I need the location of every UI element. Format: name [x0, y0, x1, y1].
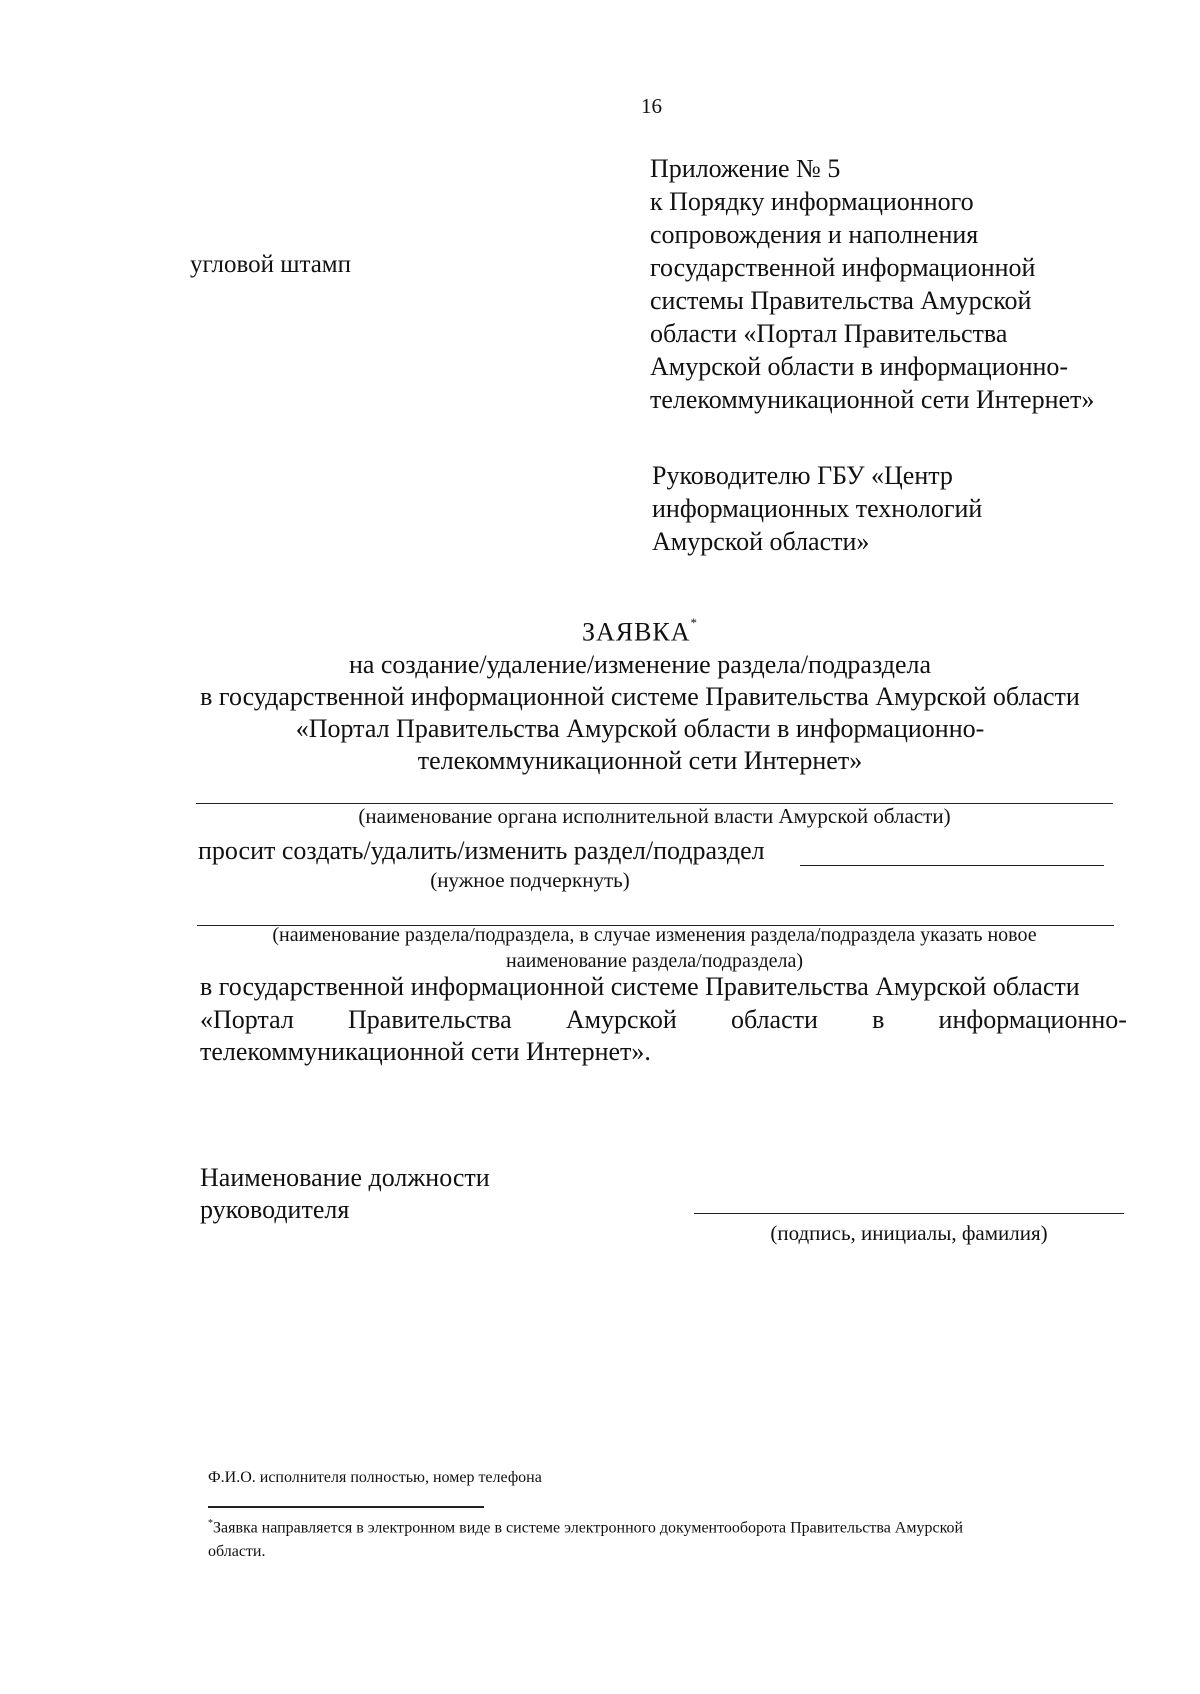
subtitle-line: в государственной информационной системе Правительства Амурской области	[200, 681, 1080, 711]
closing-word: области	[731, 1005, 818, 1034]
closing-line-3: телекоммуникационной сети Интернет».	[200, 1037, 651, 1066]
footnote-text: Заявка направляется в электронном виде в системе электронного документооборота Правительства Амурской	[213, 1519, 964, 1537]
underline-hint: (нужное подчеркнуть)	[430, 868, 630, 892]
closing-word: информационно-	[938, 1005, 1127, 1034]
document-title-text: ЗАЯВКА	[581, 617, 691, 647]
footnote-mark: *	[208, 1518, 213, 1529]
footnote-separator	[208, 1506, 484, 1508]
section-name-field[interactable]	[800, 865, 1104, 866]
closing-word: «Портал	[200, 1005, 294, 1034]
closing-word: Правительства	[348, 1005, 512, 1034]
appendix-line: системы Правительства Амурской	[650, 286, 1032, 315]
appendix-line: области «Портал Правительства	[650, 319, 1008, 348]
footnote-line2: области.	[208, 1543, 266, 1560]
appendix-line: телекоммуникационной сети Интернет»	[650, 385, 1095, 414]
appendix-line: государственной информационной	[650, 253, 1036, 282]
section-hint-line2: наименование раздела/подраздела)	[505, 950, 804, 972]
appendix-line: Амурской области в информационно-	[650, 352, 1069, 381]
subtitle-line: телекоммуникационной сети Интернет»	[417, 745, 863, 775]
footnote-line1	[208, 1518, 1128, 1537]
application-heading	[160, 611, 1120, 777]
authority-hint: (наименование органа исполнительной власти Амурской области)	[358, 804, 951, 828]
page-number: 16	[641, 94, 662, 118]
appendix-block	[650, 152, 1180, 416]
subtitle-line: «Портал Правительства Амурской области в информационно-	[295, 713, 985, 743]
appendix-line: к Порядку информационного	[650, 187, 974, 216]
closing-line-2	[200, 1005, 1127, 1035]
subtitle-line: на создание/удаление/изменение раздела/подраздела	[348, 649, 932, 679]
closing-word: в	[872, 1005, 885, 1034]
position-title-line2: руководителя	[200, 1195, 350, 1224]
signature-field[interactable]	[694, 1213, 1124, 1214]
section-hint-line1: (наименование раздела/подраздела, в случае изменения раздела/подраздела указать новое	[272, 924, 1037, 946]
position-title-line1: Наименование должности	[200, 1163, 490, 1192]
addressee-line: Амурской области»	[652, 527, 870, 556]
corner-stamp-label: угловой штамп	[190, 251, 351, 278]
addressee-line: Руководителю ГБУ «Центр	[652, 461, 953, 490]
closing-line-1: в государственной информационной системе Правительства Амурской области	[200, 972, 1080, 1001]
executor-info: Ф.И.О. исполнителя полностью, номер телефона	[208, 1469, 542, 1486]
addressee-line: информационных технологий	[652, 494, 983, 523]
closing-word: Амурской	[565, 1005, 677, 1034]
appendix-line: сопровождения и наполнения	[650, 220, 979, 249]
document-title	[160, 611, 1120, 649]
footnote-reference: *	[690, 615, 699, 630]
request-text: просит создать/удалить/изменить раздел/подраздел	[198, 836, 765, 865]
addressee-block	[652, 459, 982, 558]
appendix-line: Приложение № 5	[650, 154, 841, 183]
signature-hint: (подпись, инициалы, фамилия)	[770, 1221, 1048, 1245]
